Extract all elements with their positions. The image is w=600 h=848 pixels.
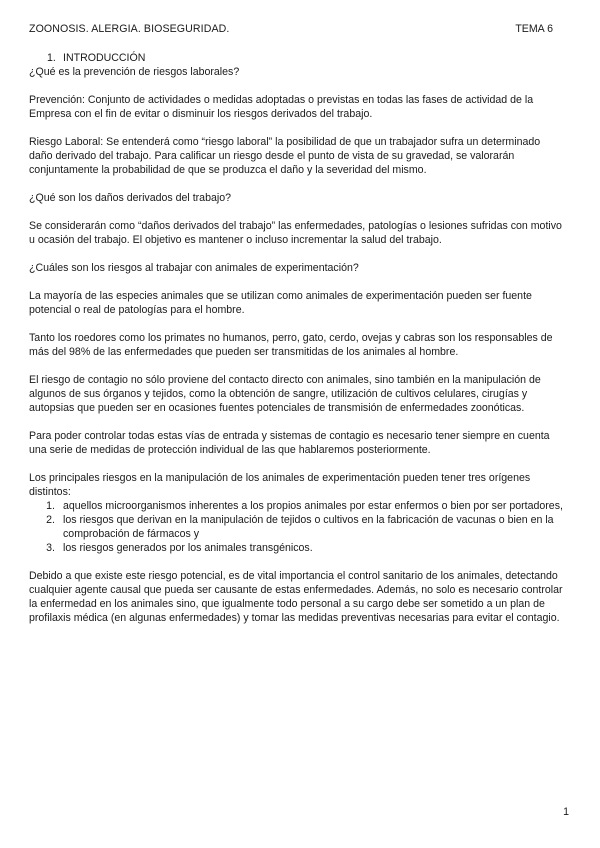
paragraph-main-risks: Los principales riesgos en la manipulación de los animales de experimentación pueden tener tres orígenes distintos: [29, 472, 531, 498]
paragraph-control: Para poder controlar todas estas vías de entrada y sistemas de contagio es necesario tener siempre en cuenta una serie de medidas de protección individual de las que hablaremos posteriormente. [29, 430, 550, 456]
paragraph-work-damages: Se considerarán como “daños derivados del trabajo” las enfermedades, patologías o lesiones sufridas con motivo u ocasión del trabajo. El objetivo es mantener o incluso incrementar la salud del trabajo. [29, 220, 562, 246]
risk-origins-list [29, 499, 566, 555]
page-number: 1 [563, 806, 569, 818]
list-item: 1. aquellos microorganismos inherentes a los propios animales por estar enfermos o bien por ser portadores, [46, 500, 563, 512]
paragraph-labor-risk: Riesgo Laboral: Se entenderá como “riesgo laboral” la posibilidad de que un trabajador sufra un determinado daño derivado del trabajo. Para calificar un riesgo desde el punto de vista de su gravedad, se valorarán conjuntamente la probabilidad de que se produzca el daño y la severidad del mismo. [29, 136, 541, 176]
section-heading [29, 51, 566, 65]
list-item: 3. los riesgos generados por los animales transgénicos. [46, 542, 313, 554]
paragraph-species: La mayoría de las especies animales que se utilizan como animales de experimentación pueden ser fuente potencial o real de patologías para el hombre. [29, 290, 532, 316]
question-work-damages: ¿Qué son los daños derivados del trabajo? [29, 192, 231, 204]
paragraph-rodents: Tanto los roedores como los primates no humanos, perro, gato, cerdo, ovejas y cabras son los responsables de más del 98% de las enfermedades que pueden ser transmitidas de los animales al hombre. [29, 332, 553, 358]
document-body [29, 51, 566, 625]
header-title: ZOONOSIS. ALERGIA. BIOSEGURIDAD. [29, 23, 230, 35]
question-prevention: ¿Qué es la prevención de riesgos laborales? [29, 66, 240, 78]
header-topic: TEMA 6 [515, 23, 553, 35]
paragraph-contagion: El riesgo de contagio no sólo proviene del contacto directo con animales, sino también en la manipulación de algunos de sus órganos y tejidos, como la obtención de sangre, utilización de cultivos celulares, cirugías y autopsias que pueden ser en ocasiones fuentes potenciales de transmisión de enfermedades zoonóticas. [29, 374, 541, 414]
paragraph-conclusion: Debido a que existe este riesgo potencial, es de vital importancia el control sanitario de los animales, detectando cualquier agente causal que pueda ser causante de estas enfermedades. Además, no solo es necesario controlar la enfermedad en los animales sino, que igualmente todo personal a su cargo debe ser sometido a un plan de profilaxis médica (en algunas enfermedades) y tomar las medidas preventivas necesarias para evitar el contagio. [29, 570, 563, 624]
question-animal-risks: ¿Cuáles son los riesgos al trabajar con animales de experimentación? [29, 262, 359, 274]
section-title: INTRODUCCIÓN [63, 52, 146, 64]
list-item: 2. los riesgos que derivan en la manipulación de tejidos o cultivos en la fabricación de vacunas o bien en la comprobación de fármacos y [46, 514, 554, 540]
section-number: 1. [47, 52, 56, 64]
paragraph-prevention: Prevención: Conjunto de actividades o medidas adoptadas o previstas en todas las fases de actividad de la Empresa con el fin de evitar o disminuir los riesgos derivados del trabajo. [29, 94, 534, 120]
